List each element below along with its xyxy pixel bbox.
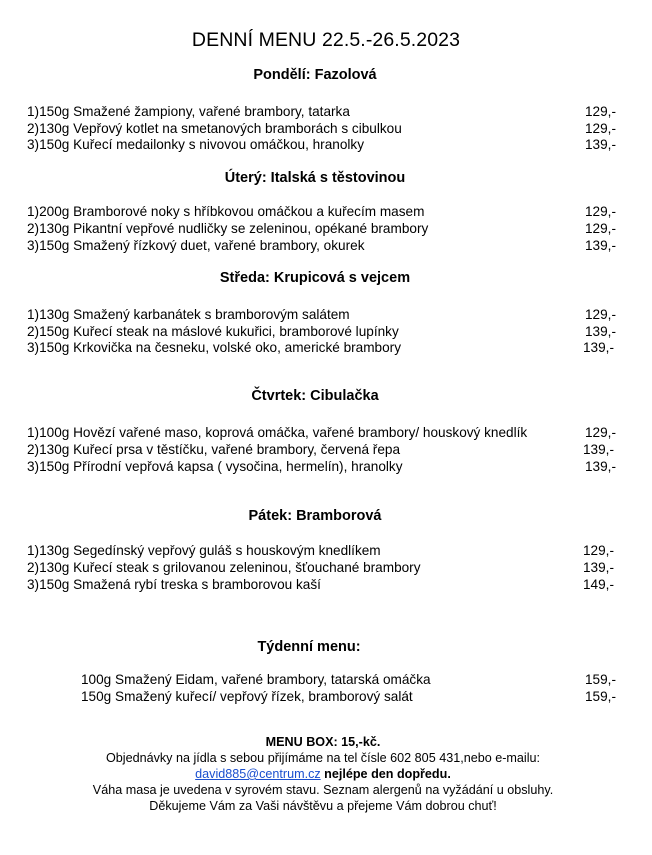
- day-heading-monday: Pondělí: Fazolová: [253, 67, 377, 83]
- menu-item-price: 129,-: [585, 121, 616, 136]
- menu-item-price: 139,-: [585, 324, 616, 339]
- menu-item: 3)150g Smažená rybí treska s bramborovou kaší: [27, 577, 321, 592]
- menu-item: 1)150g Smažené žampiony, vařené brambory, tatarka: [27, 104, 350, 119]
- menu-item-price: 129,-: [585, 104, 616, 119]
- weekly-menu-item-price: 159,-: [585, 689, 616, 704]
- menu-item-price: 139,-: [583, 560, 614, 575]
- menu-item: 1)130g Segedínský vepřový guláš s houskovým knedlíkem: [27, 543, 381, 558]
- day-heading-tuesday: Úterý: Italská s těstovinou: [224, 170, 406, 186]
- weekly-menu-item: 100g Smažený Eidam, vařené brambory, tatarská omáčka: [81, 672, 431, 687]
- menu-item: 2)130g Kuřecí prsa v těstíčku, vařené brambory, červená řepa: [27, 442, 401, 457]
- menu-item: 3)150g Kuřecí medailonky s nivovou omáčkou, hranolky: [27, 137, 365, 152]
- weight-note: Váha masa je uvedena v syrovém stavu. Seznam alergenů na vyžádání u obsluhy.: [92, 783, 554, 797]
- day-heading-thursday: Čtvrtek: Cibulačka: [251, 388, 379, 404]
- menu-item-price: 129,-: [585, 425, 616, 440]
- menu-item: 2)130g Kuřecí steak s grilovanou zeleninou, šťouchané brambory: [27, 560, 421, 575]
- menu-item-price: 129,-: [585, 221, 616, 236]
- menu-item-price: 139,-: [583, 340, 614, 355]
- menu-title: DENNÍ MENU 22.5.-26.5.2023: [191, 29, 461, 51]
- thanks-note: Děkujeme Vám za Vaši návštěvu a přejeme Vám dobrou chuť!: [149, 799, 497, 813]
- menu-item-price: 139,-: [583, 442, 614, 457]
- weekly-menu-heading: Týdenní menu:: [257, 639, 361, 655]
- menu-item: 3)150g Smažený řízkový duet, vařené brambory, okurek: [27, 238, 365, 253]
- menu-item: 3)150g Přírodní vepřová kapsa ( vysočina, hermelín), hranolky: [27, 459, 403, 474]
- menu-box-price: MENU BOX: 15,-kč.: [265, 735, 381, 749]
- menu-item: 1)130g Smažený karbanátek s bramborovým salátem: [27, 307, 350, 322]
- email-line: [0, 766, 649, 782]
- email-note: nejlépe den dopředu.: [320, 767, 451, 781]
- orders-info: Objednávky na jídla s sebou přijímáme na tel čísle 602 805 431,nebo e-mailu:: [105, 751, 541, 765]
- menu-item-price: 139,-: [585, 238, 616, 253]
- weekly-menu-item-price: 159,-: [585, 672, 616, 687]
- menu-item: 2)150g Kuřecí steak na máslové kukuřici, bramborové lupínky: [27, 324, 399, 339]
- menu-item-price: 129,-: [585, 307, 616, 322]
- menu-item: 1)200g Bramborové noky s hříbkovou omáčkou a kuřecím masem: [27, 204, 425, 219]
- menu-item: 2)130g Pikantní vepřové nudličky se zeleninou, opékané brambory: [27, 221, 429, 236]
- weekly-menu-item: 150g Smažený kuřecí/ vepřový řízek, bramborový salát: [81, 689, 413, 704]
- menu-item-price: 129,-: [583, 543, 614, 558]
- menu-item-price: 129,-: [585, 204, 616, 219]
- day-heading-friday: Pátek: Bramborová: [248, 508, 382, 524]
- email-link[interactable]: david885@centrum.cz: [195, 767, 321, 781]
- menu-item-price: 149,-: [583, 577, 614, 592]
- menu-item: 2)130g Vepřový kotlet na smetanových bramborách s cibulkou: [27, 121, 402, 136]
- menu-item: 3)150g Krkovička na česneku, volské oko, americké brambory: [27, 340, 402, 355]
- day-heading-wednesday: Středa: Krupicová s vejcem: [219, 270, 411, 286]
- menu-item: 1)100g Hovězí vařené maso, koprová omáčka, vařené brambory/ houskový knedlík: [27, 425, 528, 440]
- menu-item-price: 139,-: [585, 459, 616, 474]
- menu-item-price: 139,-: [585, 137, 616, 152]
